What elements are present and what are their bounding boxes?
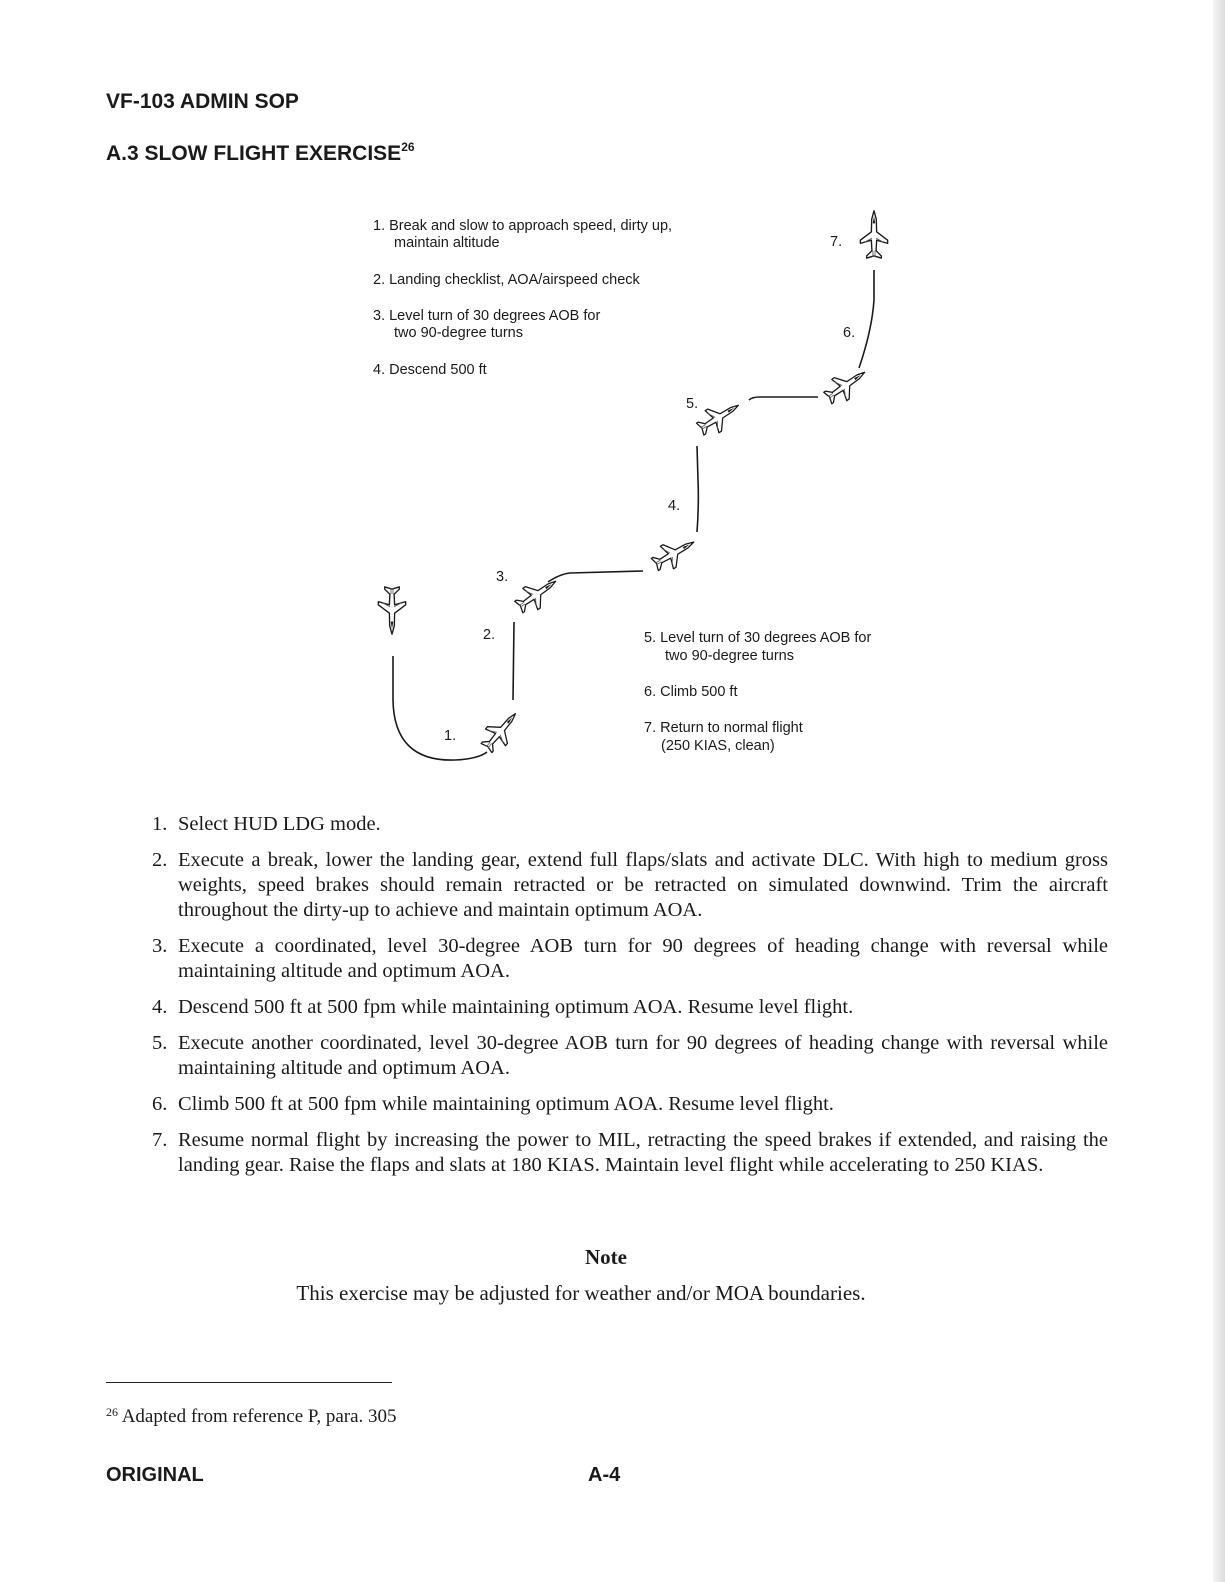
jet-aircraft-icon (378, 587, 405, 634)
path-label-5: 5. (686, 396, 699, 412)
step-number: 3. (152, 935, 168, 957)
legend-bottom-7-line1: 7. Return to normal flight (644, 720, 803, 736)
jet-aircraft-icon (693, 394, 745, 440)
note-heading: Note (585, 1245, 627, 1269)
step-number: 7. (152, 1129, 168, 1151)
legend-top-1-line1: 1. Break and slow to approach speed, dirty up, (373, 218, 673, 234)
path-label-7: 7. (830, 234, 843, 250)
path-label-2: 2. (483, 627, 496, 643)
list-item (152, 812, 1108, 837)
step-text: Execute a break, lower the landing gear, extend full flaps/slats and activate DLC. With high to medium gross weights, speed brakes should remain retracted or be retracted on simulated downwind. Trim the aircraft throughout the dirty-up to achieve and maintain optimum AOA. (178, 849, 1108, 921)
jet-aircraft-icon (860, 211, 887, 258)
jet-aircraft-icon (477, 705, 526, 756)
list-item (152, 934, 1108, 984)
flight-path (393, 270, 874, 760)
step-number: 2. (152, 849, 168, 871)
step-number: 4. (152, 996, 168, 1018)
list-item (152, 1031, 1108, 1081)
step-number: 6. (152, 1093, 168, 1115)
jet-aircraft-icon (648, 531, 700, 576)
step-text: Resume normal flight by increasing the power to MIL, retracting the speed brakes if extended, and raising the landing gear. Raise the flaps and slats at 180 KIAS. Maintain level flight while accelerating to 250 KIAS. (178, 1129, 1108, 1176)
list-item (152, 848, 1108, 923)
footnote-marker: 26 (401, 140, 415, 154)
step-text: Execute another coordinated, level 30-degree AOB turn for 90 degrees of heading change with reversal while maintaining altitude and optimum AOA. (178, 1032, 1108, 1079)
footnote-text: Adapted from reference P, para. 305 (121, 1406, 397, 1427)
path-label-3: 3. (496, 569, 509, 585)
footnote-number: 26 (106, 1405, 118, 1419)
list-item (152, 1092, 1108, 1117)
path-label-4: 4. (668, 498, 681, 514)
list-item (152, 995, 1108, 1020)
path-label-6: 6. (843, 325, 856, 341)
legend-bottom-7-line2: (250 KIAS, clean) (661, 738, 775, 754)
legend-bottom-6-line1: 6. Climb 500 ft (644, 684, 738, 700)
step-text: Climb 500 ft at 500 fpm while maintaining optimum AOA. Resume level flight. (178, 1093, 834, 1115)
path-label-1: 1. (444, 728, 457, 744)
legend-top-3-line2: two 90-degree turns (394, 325, 523, 341)
footer-status: ORIGINAL (106, 1464, 204, 1486)
step-text: Descend 500 ft at 500 fpm while maintaining optimum AOA. Resume level flight. (178, 996, 854, 1018)
legend-bottom-5-line2: two 90-degree turns (665, 648, 794, 664)
legend-top-3-line1: 3. Level turn of 30 degrees AOB for (373, 308, 601, 324)
footnote-divider (106, 1382, 392, 1383)
legend-top-2-line1: 2. Landing checklist, AOA/airspeed check (373, 272, 640, 288)
legend-top-4-line1: 4. Descend 500 ft (373, 362, 487, 378)
legend-top-1-line2: maintain altitude (394, 235, 500, 251)
step-text: Execute a coordinated, level 30-degree AOB turn for 90 degrees of heading change with reversal while maintaining altitude and optimum AOA. (178, 935, 1108, 982)
legend-bottom-5-line1: 5. Level turn of 30 degrees AOB for (644, 630, 872, 646)
step-text: Select HUD LDG mode. (178, 813, 381, 835)
document-title: VF-103 ADMIN SOP (106, 90, 299, 113)
section-title: A.3 SLOW FLIGHT EXERCISE (106, 142, 402, 165)
step-number: 1. (152, 813, 168, 835)
footnote (106, 1406, 397, 1428)
procedure-steps (152, 812, 1108, 1189)
list-item (152, 1128, 1108, 1178)
step-number: 5. (152, 1032, 168, 1054)
note-text: This exercise may be adjusted for weather and/or MOA boundaries. (296, 1281, 866, 1305)
page-number: A-4 (588, 1464, 621, 1486)
jet-aircraft-icon (820, 362, 872, 409)
